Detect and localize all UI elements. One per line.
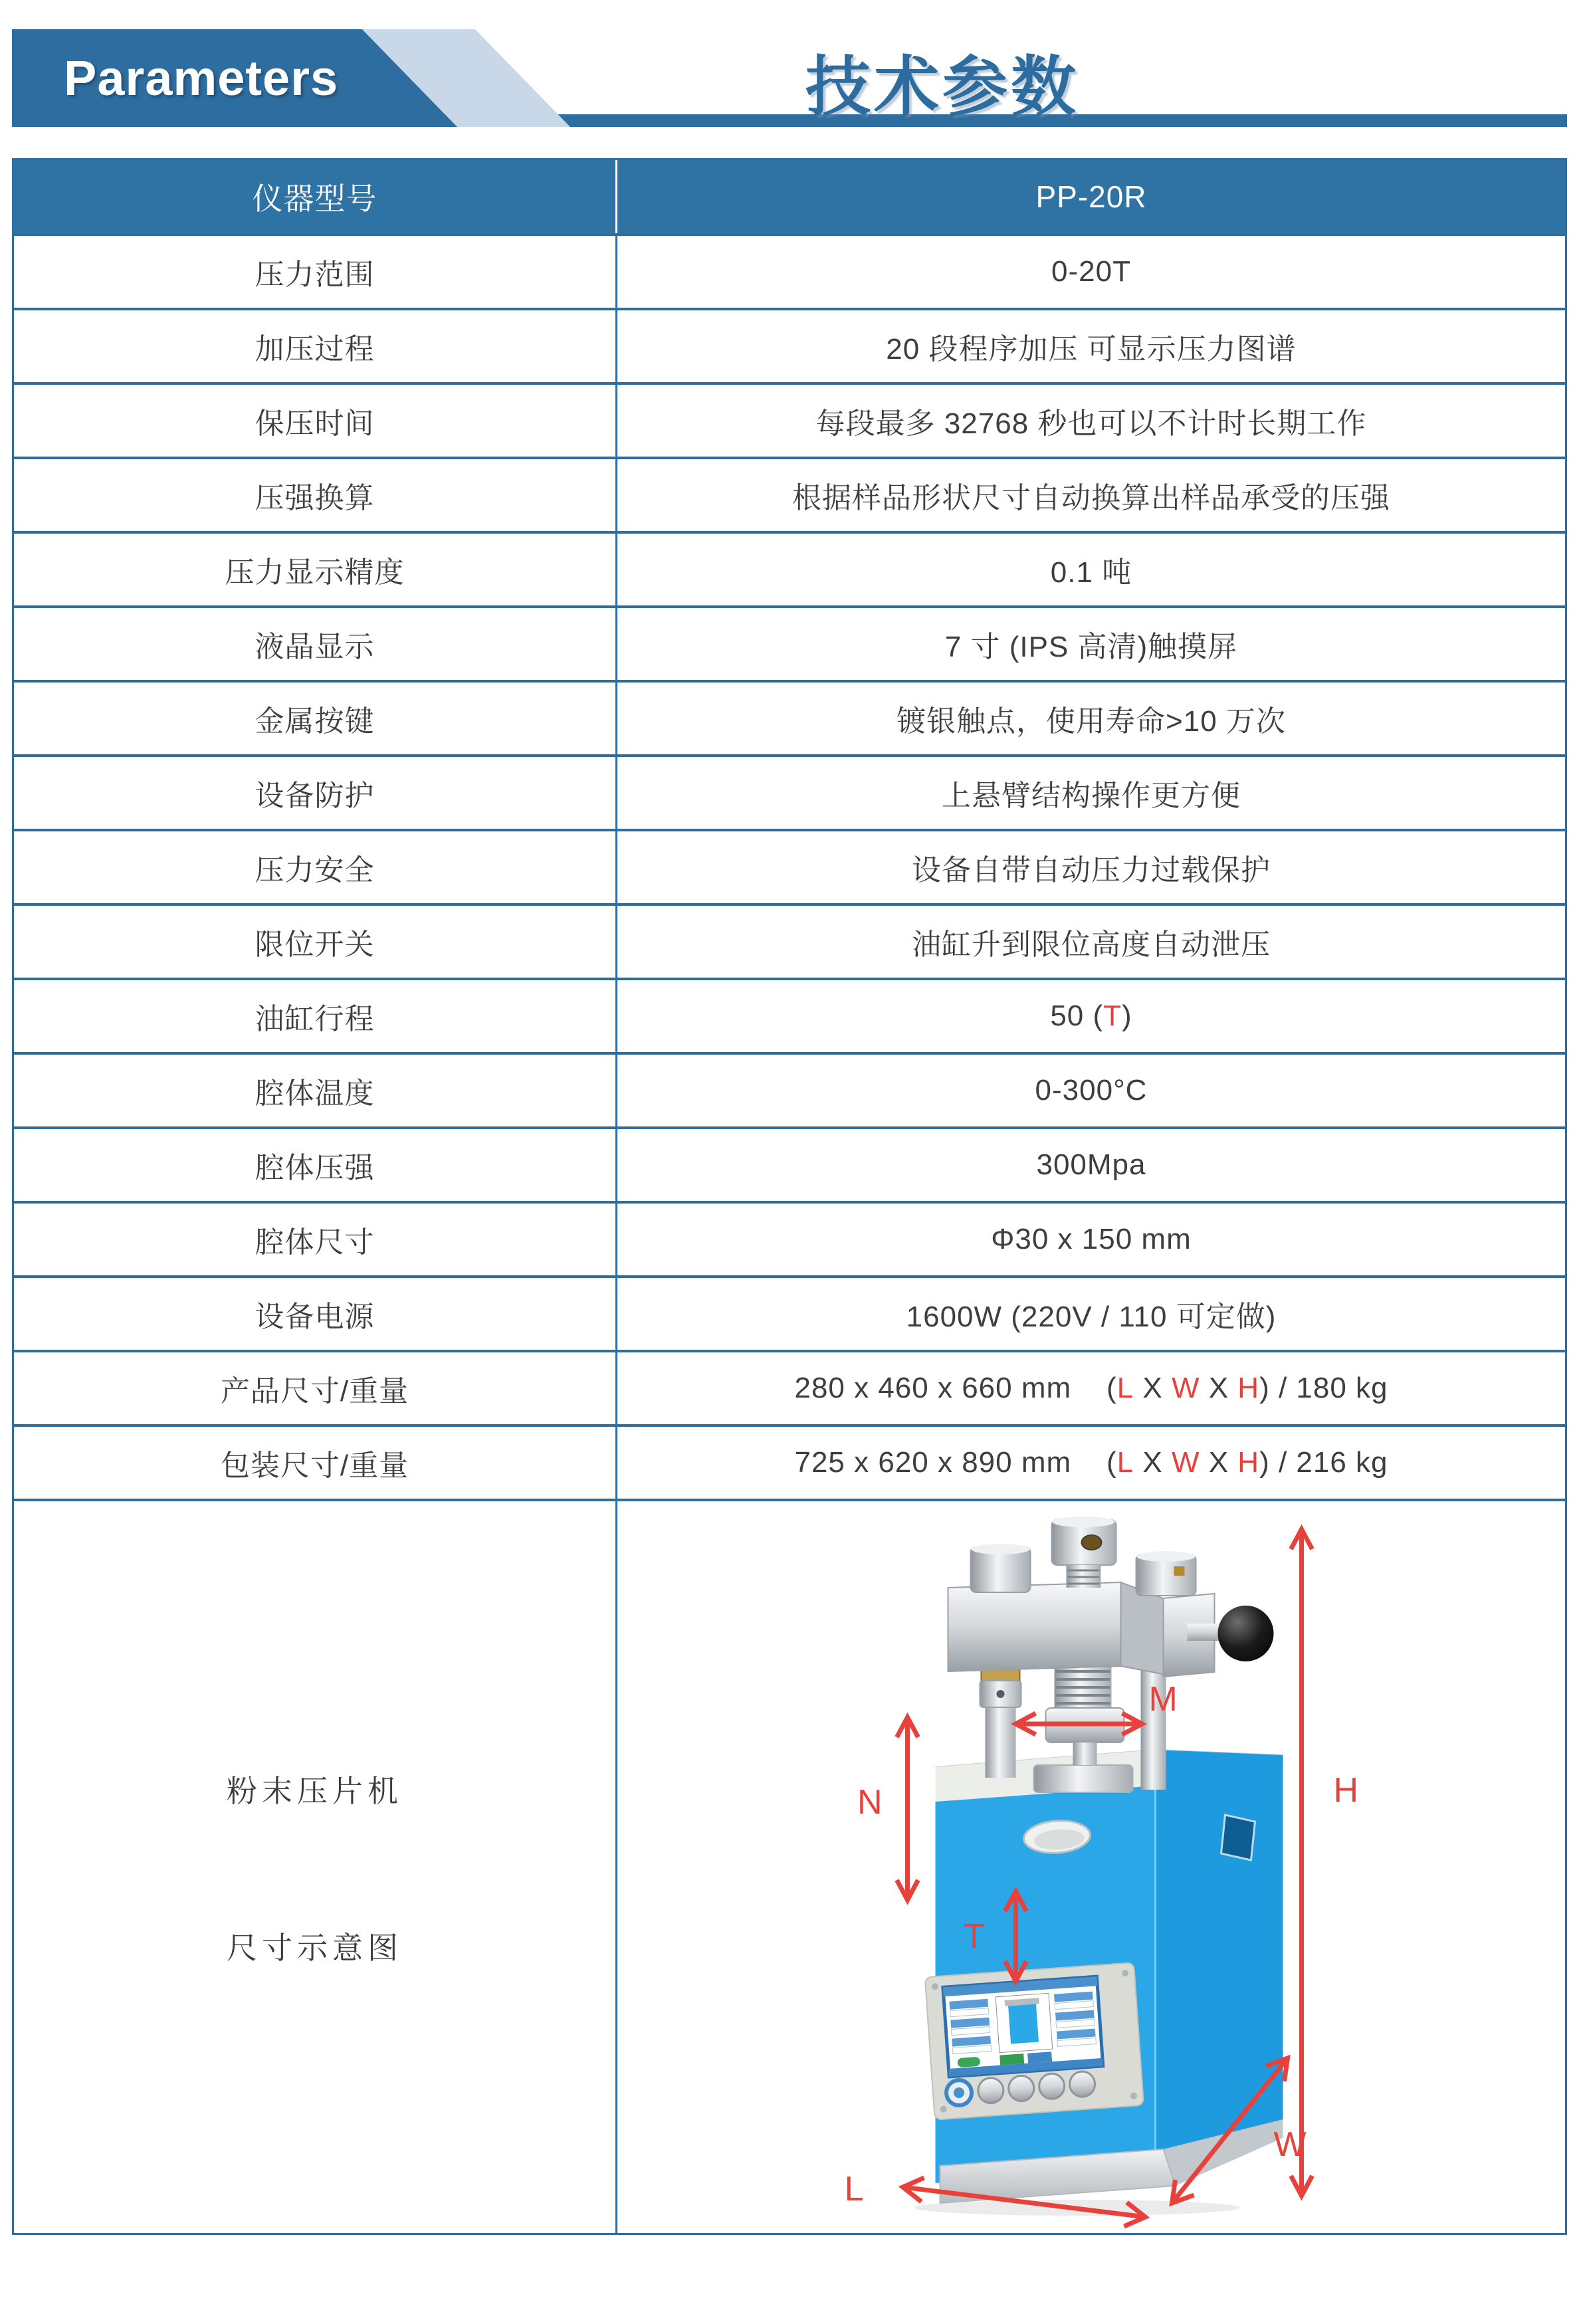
- param-label-cell: 包装尺寸/重量: [14, 1427, 617, 1499]
- red-dimension-letter: W: [1171, 1372, 1200, 1404]
- red-dimension-letter: H: [1237, 1372, 1260, 1404]
- value-text: 根据样品形状尺寸自动换算出样品承受的压强: [792, 482, 1390, 514]
- param-value-cell: [617, 1352, 1565, 1424]
- header-param-cell: 仪器型号: [14, 160, 617, 233]
- table-row: [14, 1201, 1565, 1275]
- table-row: [14, 605, 1565, 680]
- param-value-cell: [617, 310, 1565, 382]
- table-rows: [14, 160, 1565, 1499]
- param-label-cell: 压力显示精度: [14, 534, 617, 605]
- value-text: 300Mpa: [1036, 1148, 1146, 1181]
- param-value-cell: [617, 608, 1565, 680]
- center-cap-top: [1053, 1517, 1115, 1527]
- value-text: 0-20T: [1051, 255, 1131, 288]
- param-label-cell: 油缸行程: [14, 980, 617, 1052]
- center-cap-hole: [1082, 1535, 1102, 1550]
- side-handle-hole: [1221, 1815, 1255, 1860]
- param-value-cell: [617, 980, 1565, 1052]
- dimension-label-m: M: [1148, 1680, 1178, 1719]
- param-label-cell: 加压过程: [14, 310, 617, 382]
- table-row: [14, 754, 1565, 829]
- page-title-zh: 技术参数: [805, 50, 1080, 123]
- diagram-caption-line1: 粉末压片机: [227, 1773, 403, 1808]
- dimension-label-l: L: [844, 2170, 865, 2208]
- metal-button: [1069, 2071, 1096, 2098]
- value-text: 每段最多 32768 秒也可以不计时长期工作: [815, 407, 1367, 440]
- param-value-cell: [617, 757, 1565, 829]
- diagram-row: [14, 1499, 1565, 2233]
- value-text: 280 x 460 x 660 mm (: [794, 1372, 1117, 1404]
- table-row: [14, 1424, 1565, 1499]
- diagram-image-cell: [617, 1501, 1565, 2233]
- red-dimension-letter: L: [1116, 1372, 1134, 1404]
- die-flange: [1034, 1765, 1133, 1792]
- param-value-cell: [617, 1427, 1565, 1499]
- param-label-cell: 限位开关: [14, 906, 617, 978]
- param-label-cell: 金属按键: [14, 683, 617, 754]
- red-dimension-letter: W: [1171, 1446, 1200, 1479]
- value-text: 50 (: [1050, 1000, 1104, 1032]
- dimension-label-n: N: [857, 1783, 883, 1822]
- table-row: [14, 1126, 1565, 1201]
- value-text: ): [1122, 1000, 1132, 1032]
- param-label-cell: 保压时间: [14, 385, 617, 457]
- value-text: X: [1134, 1372, 1172, 1404]
- table-row: [14, 1052, 1565, 1126]
- metal-button: [1038, 2073, 1065, 2100]
- table-row: [14, 903, 1565, 978]
- value-text: 上悬臂结构操作更方便: [942, 780, 1241, 812]
- param-label-cell: 产品尺寸/重量: [14, 1352, 617, 1424]
- metal-button: [978, 2077, 1005, 2104]
- metal-button: [1008, 2075, 1035, 2102]
- param-value-cell: [617, 831, 1565, 903]
- collar-screw-hole: [997, 1690, 1005, 1698]
- right-cap-top: [1137, 1551, 1196, 1562]
- value-text: 0.1 吨: [1050, 556, 1132, 589]
- dimension-label-h: H: [1333, 1771, 1360, 1810]
- header-value-cell: PP-20R: [1035, 179, 1147, 214]
- param-value-cell: [617, 683, 1565, 754]
- dimension-label-w: W: [1273, 2125, 1307, 2164]
- red-dimension-letter: L: [1116, 1446, 1134, 1479]
- value-text: 油缸升到限位高度自动泄压: [912, 928, 1271, 961]
- handle-ball-knob: [1218, 1606, 1274, 1661]
- table-row: [14, 1350, 1565, 1424]
- table-row: [14, 233, 1565, 308]
- value-text: ) / 216 kg: [1259, 1446, 1388, 1479]
- param-label-cell: 设备防护: [14, 757, 617, 829]
- param-label-cell: 腔体尺寸: [14, 1204, 617, 1275]
- control-panel: [925, 1962, 1144, 2119]
- diagram-caption-line2: 尺寸示意图: [227, 1930, 403, 1965]
- value-text: 设备自带自动压力过载保护: [912, 854, 1271, 887]
- value-text: X: [1200, 1372, 1238, 1404]
- param-value-cell: [617, 236, 1565, 308]
- param-value-cell: [617, 1129, 1565, 1201]
- param-label-cell: 压力安全: [14, 831, 617, 903]
- param-value-cell: [617, 534, 1565, 605]
- crossbar-block: [948, 1582, 1121, 1671]
- table-row: [14, 457, 1565, 531]
- value-text: 0-300°C: [1035, 1074, 1148, 1107]
- table-row: [14, 382, 1565, 457]
- machine-diagram: [617, 1501, 1565, 2233]
- param-label-cell: 设备电源: [14, 1278, 617, 1350]
- table-row: [14, 1275, 1565, 1350]
- parameters-table: [12, 158, 1567, 2235]
- table-row: [14, 531, 1565, 605]
- param-value-cell: [617, 1055, 1565, 1126]
- machine-side-panel: [1156, 1750, 1283, 2166]
- table-row: [14, 829, 1565, 903]
- right-cap-hole: [1174, 1566, 1185, 1576]
- table-row: [14, 680, 1565, 754]
- dimension-label-t: T: [963, 1917, 986, 1956]
- red-dimension-letter: H: [1237, 1446, 1260, 1479]
- param-value-cell: [617, 1278, 1565, 1350]
- diagram-caption-cell: [14, 1501, 617, 2233]
- value-text: 1600W (220V / 110 可定做): [906, 1301, 1277, 1333]
- table-row: [14, 308, 1565, 382]
- table-row: [14, 978, 1565, 1052]
- param-value-cell: [617, 385, 1565, 457]
- red-dimension-letter: T: [1103, 1000, 1122, 1032]
- param-label-cell: 压强换算: [14, 459, 617, 531]
- value-text: Φ30 x 150 mm: [991, 1223, 1192, 1255]
- screen-widgets: [944, 1990, 1103, 2077]
- param-value-cell: [617, 1204, 1565, 1275]
- param-label-cell: 液晶显示: [14, 608, 617, 680]
- value-text: 725 x 620 x 890 mm (: [794, 1446, 1117, 1479]
- value-text: 镀银触点，使用寿命>10 万次: [896, 705, 1286, 738]
- machine-illustration: [914, 1517, 1283, 2216]
- value-text: X: [1200, 1446, 1238, 1479]
- value-text: ) / 180 kg: [1259, 1372, 1388, 1404]
- value-text: 7 寸 (IPS 高清)触摸屏: [944, 631, 1238, 663]
- value-text: 20 段程序加压 可显示压力图谱: [886, 333, 1297, 366]
- param-value-cell: [617, 906, 1565, 978]
- param-label-cell: 压力范围: [14, 236, 617, 308]
- banner-title-en: Parameters: [64, 51, 339, 106]
- screw-rod: [1073, 1743, 1097, 1765]
- left-cap-top: [972, 1544, 1030, 1554]
- value-text: X: [1134, 1446, 1172, 1479]
- param-label-cell: 腔体温度: [14, 1055, 617, 1126]
- table-header-row: [14, 160, 1565, 233]
- param-label-cell: 腔体压强: [14, 1129, 617, 1201]
- param-value-cell: [617, 459, 1565, 531]
